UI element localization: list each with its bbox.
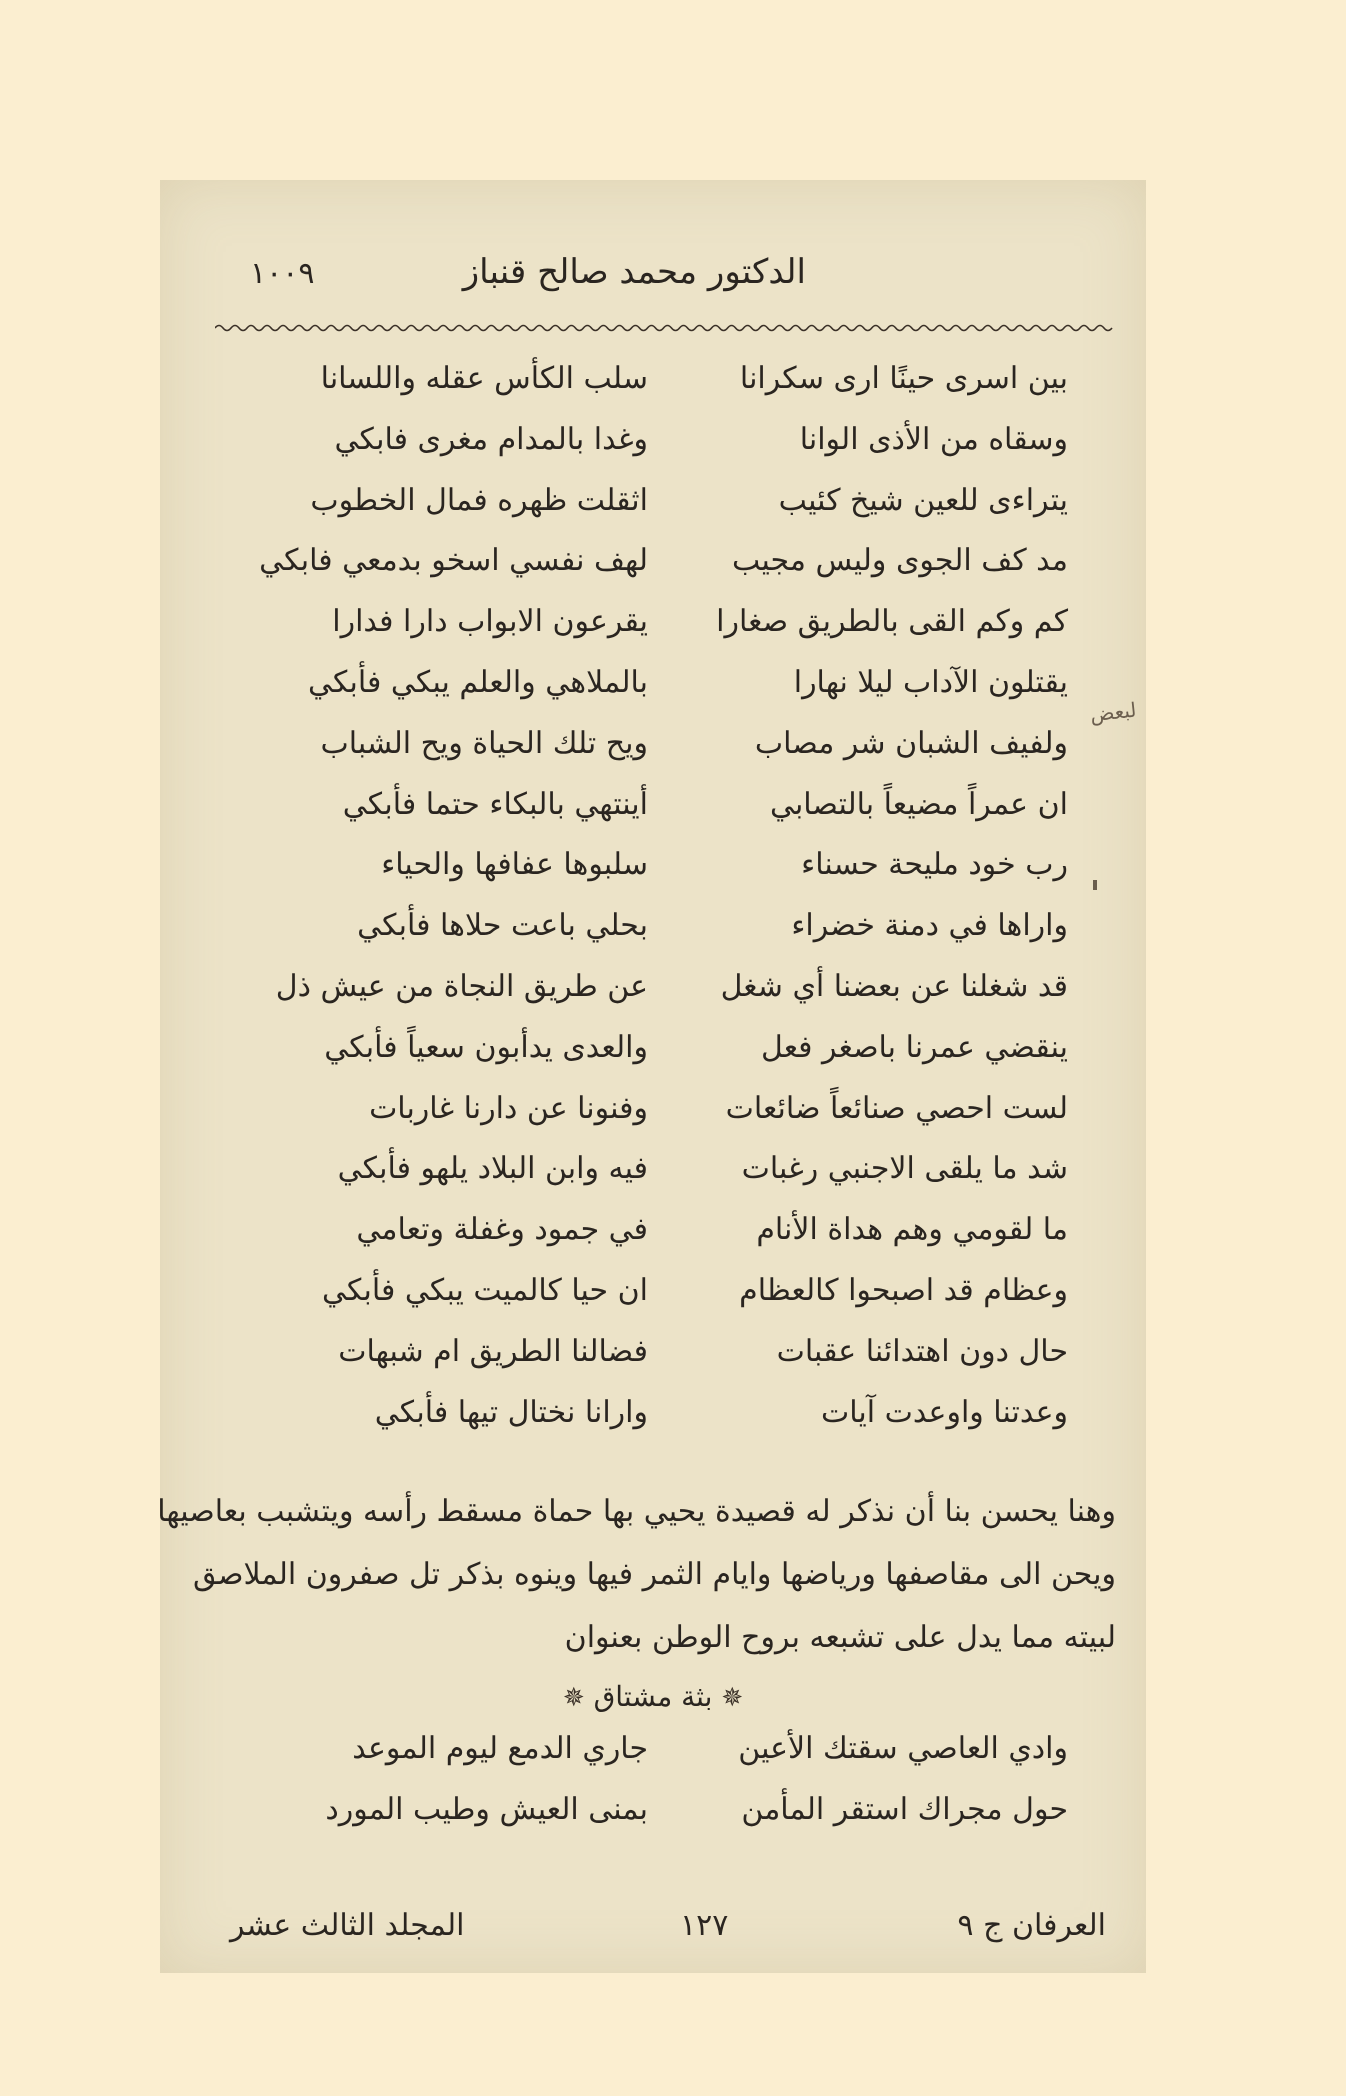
- prose-line: وهنا يحسن بنا أن نذكر له قصيدة يحيي بها حماة مسقط رأسه ويتشبب بعاصيها: [157, 1494, 1116, 1529]
- verse-second-hemistich: فضالنا الطريق ام شبهات: [338, 1333, 648, 1369]
- verse-first-hemistich: وسقاه من الأذى الوانا: [799, 421, 1068, 457]
- verse-first-hemistich: يتراءى للعين شيخ كئيب: [778, 482, 1068, 518]
- verse-row: [270, 1786, 1068, 1847]
- verse-second-hemistich: في جمود وغفلة وتعامي: [356, 1212, 648, 1248]
- verse-second-hemistich: لهف نفسي اسخو بدمعي فابكي: [259, 543, 648, 579]
- verse-first-hemistich: بين اسرى حينًا ارى سكرانا: [739, 361, 1068, 396]
- verse-row: [270, 841, 1068, 902]
- verse-first-hemistich: رب خود مليحة حسناء: [801, 847, 1068, 883]
- verse-second-hemistich: عن طريق النجاة من عيش ذل: [275, 968, 648, 1004]
- verse-first-hemistich: لست احصي صنائعاً ضائعات: [725, 1090, 1068, 1126]
- verse-row: [270, 1328, 1068, 1389]
- verse-first-hemistich: واراها في دمنة خضراء: [791, 908, 1068, 944]
- verse-first-hemistich: قد شغلنا عن بعضنا أي شغل: [720, 968, 1068, 1004]
- verse-row: [270, 1145, 1068, 1206]
- verse-first-hemistich: ينقضي عمرنا باصغر فعل: [760, 1029, 1068, 1065]
- verse-row: [270, 781, 1068, 842]
- verse-row: [270, 416, 1068, 477]
- footer-page-number: ١٢٧: [680, 1908, 729, 1943]
- verse-second-hemistich: وفنونا عن دارنا غاربات: [369, 1090, 648, 1126]
- poem-heading-text: بثة مشتاق: [593, 1680, 713, 1713]
- verse-second-hemistich: وارانا نختال تيها فأبكي: [374, 1394, 648, 1430]
- verse-row: [270, 659, 1068, 720]
- ornament-icon: ✵: [562, 1683, 585, 1713]
- verse-second-hemistich: أينتهي بالبكاء حتما فأبكي: [342, 786, 648, 822]
- verse-second-hemistich: جاري الدمع ليوم الموعد: [352, 1731, 648, 1766]
- prose-paragraph: [157, 1480, 1116, 1669]
- verse-first-hemistich: ان عمراً مضيعاً بالتصابي: [769, 786, 1068, 822]
- header-title: الدكتور محمد صالح قنباز: [462, 252, 806, 292]
- verse-first-hemistich: حول مجراك استقر المأمن: [741, 1792, 1068, 1827]
- margin-mark: [1093, 880, 1097, 890]
- verse-first-hemistich: وعدتنا واوعدت آيات: [820, 1394, 1068, 1430]
- document-page: [157, 180, 1146, 1973]
- verse-first-hemistich: ما لقومي وهم هداة الأنام: [756, 1212, 1068, 1248]
- verse-first-hemistich: مد كف الجوى وليس مجيب: [732, 543, 1068, 579]
- verse-row: [270, 1206, 1068, 1267]
- verse-first-hemistich: وعظام قد اصبحوا كالعظام: [739, 1272, 1068, 1308]
- verse-row: [270, 1267, 1068, 1328]
- verse-second-hemistich: ان حيا كالميت يبكي فأبكي: [321, 1272, 648, 1308]
- verse-second-hemistich: سلب الكأس عقله واللسانا: [320, 361, 648, 396]
- verse-first-hemistich: يقتلون الآداب ليلا نهارا: [793, 664, 1068, 700]
- verse-second-hemistich: بالملاهي والعلم يبكي فأبكي: [307, 664, 648, 700]
- poem-verses: [259, 355, 1068, 1449]
- verse-row: [270, 902, 1068, 963]
- verse-row: [270, 355, 1068, 416]
- verse-second-hemistich: سلبوها عفافها والحياء: [381, 847, 648, 883]
- verse-second-hemistich: اثقلت ظهره فمال الخطوب: [310, 482, 648, 518]
- verse-second-hemistich: بمنى العيش وطيب المورد: [325, 1792, 648, 1827]
- verse-row: [270, 963, 1068, 1024]
- verse-row: [270, 1725, 1068, 1786]
- wavy-divider: [215, 323, 1116, 333]
- verse-row: [270, 1024, 1068, 1085]
- prose-line: ويحن الى مقاصفها ورياضها وايام الثمر فيها وينوه بذكر تل صفرون الملاصق: [192, 1557, 1116, 1592]
- margin-annotation: لبعض: [1088, 697, 1138, 727]
- verse-row: [259, 537, 1068, 598]
- verse-first-hemistich: حال دون اهتدائنا عقبات: [776, 1333, 1068, 1369]
- verse-row: [270, 477, 1068, 538]
- footer-volume: المجلد الثالث عشر: [230, 1908, 465, 1943]
- prose-line: لبيته مما يدل على تشبعه بروح الوطن بعنوان: [564, 1620, 1116, 1655]
- page-header: [220, 250, 1116, 300]
- verse-row: [270, 598, 1068, 659]
- verse-second-hemistich: بحلي باعت حلاها فأبكي: [357, 908, 648, 944]
- verse-first-hemistich: كم وكم القى بالطريق صغارا: [716, 604, 1068, 640]
- verse-row: [270, 1389, 1068, 1450]
- verse-row: [270, 1085, 1068, 1146]
- verse-second-hemistich: فيه وابن البلاد يلهو فأبكي: [337, 1151, 648, 1187]
- verse-first-hemistich: شد ما يلقى الاجنبي رغبات: [741, 1151, 1068, 1187]
- verse-second-hemistich: والعدى يدأبون سعياً فأبكي: [324, 1029, 648, 1065]
- verse-first-hemistich: وادي العاصي سقتك الأعين: [738, 1731, 1068, 1766]
- header-page-number: ١٠٠٩: [250, 256, 315, 291]
- poem-heading: [160, 1680, 1146, 1713]
- verse-second-hemistich: ويح تلك الحياة ويح الشباب: [320, 725, 648, 761]
- ornament-icon: ✵: [721, 1683, 744, 1713]
- verse-first-hemistich: ولفيف الشبان شر مصاب: [754, 725, 1068, 761]
- footer-journal: العرفان ج ٩: [957, 1908, 1106, 1943]
- verse-second-hemistich: وغدا بالمدام مغرى فابكي: [334, 421, 648, 457]
- verse-row: [270, 720, 1068, 781]
- poem-verses-second: [270, 1725, 1068, 1847]
- page-footer: [230, 1908, 1106, 1958]
- verse-second-hemistich: يقرعون الابواب دارا فدارا: [332, 604, 648, 640]
